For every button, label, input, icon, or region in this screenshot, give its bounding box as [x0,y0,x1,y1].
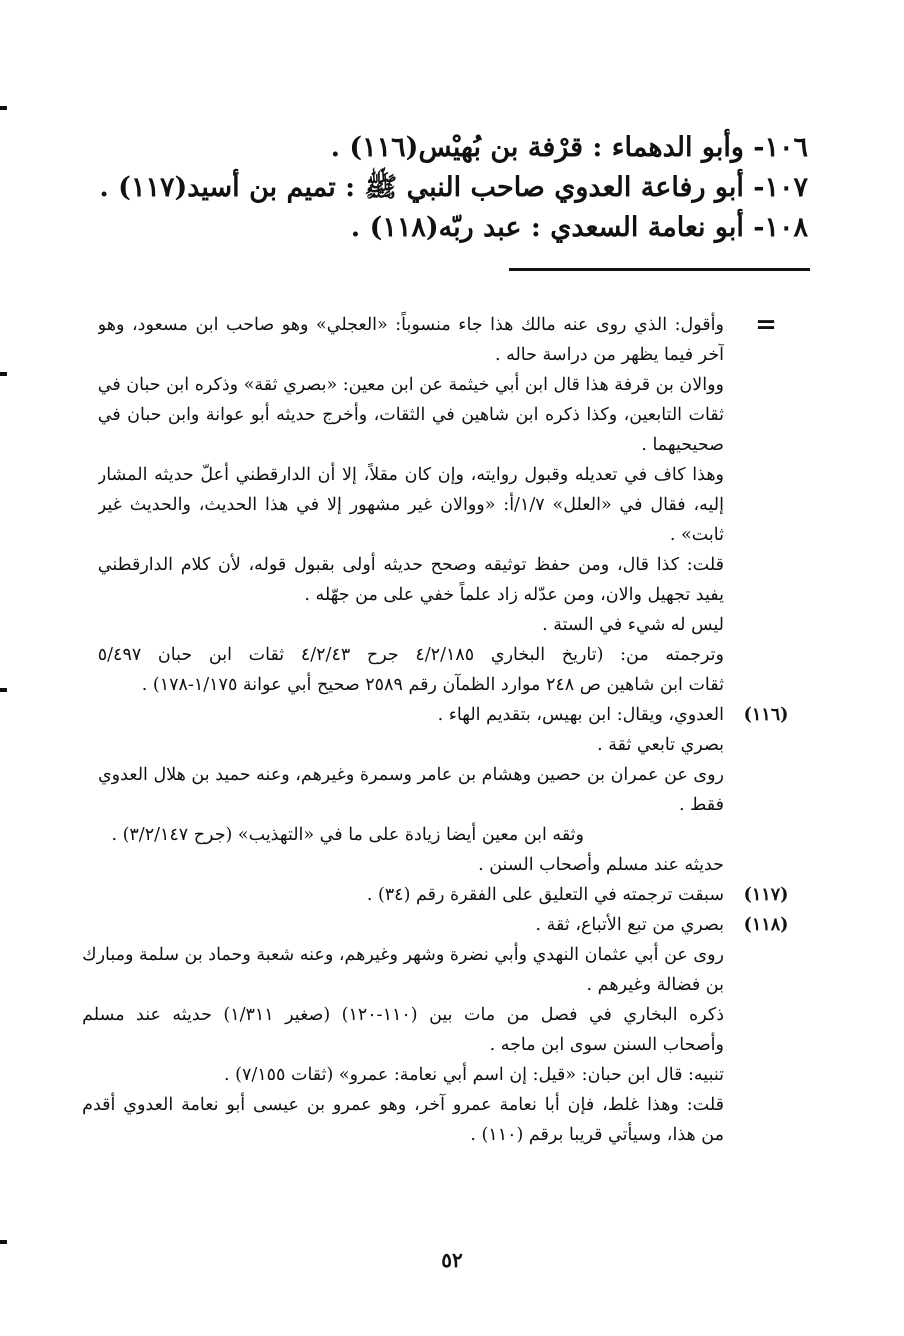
scan-edge-mark [0,1240,7,1244]
footnote-line: حديثه عند مسلم وأصحاب السنن . [478,855,724,875]
footnote-line: ليس له شيء في الستة . [542,615,724,635]
scan-edge-mark [0,372,7,376]
entry-106: ١٠٦- وأبو الدهماء : قرْفة بن بُهيْس(١١٦) . [330,132,808,163]
footnote-line: يفيد تجهيل والان، ومن عدّله زاد علماً خفي على من جهّله . [304,585,724,605]
footnote-line: آخر فيما يظهر من دراسة حاله . [494,345,724,365]
footnote-number: (١١٧) [743,885,789,905]
footnote-line: ثقات التابعين، وكذا ذكره ابن شاهين في الثقات، وأخرج حديثه أبو عوانة وابن حبان في [97,405,724,425]
footnote-line: روى عن عمران بن حصين وهشام بن عامر وسمرة وغيرهم، وعنه حميد بن هلال العدوي [97,765,724,785]
footnote-line: وثقه ابن معين أيضا زيادة على ما في «التهذيب» (جرح ٣/٢/١٤٧) . [111,825,584,845]
page-number: ٥٢ [441,1248,463,1272]
scan-edge-mark [0,688,7,692]
footnote-line: روى عن أبي عثمان النهدي وأبي نضرة وشهر وغيرهم، وعنه شعبة وحماد بن سلمة ومبارك [82,945,724,965]
footnote-line: العدوي، ويقال: ابن بهيس، بتقديم الهاء . [437,705,724,725]
footnote-body [98,700,724,880]
footnotes [82,310,808,1150]
footnote-number: (١١٦) [743,705,789,725]
footnote-line: قلت: وهذا غلط، فإن أبا نعامة عمرو آخر، وهو عمرو بن عيسى أبو نعامة العدوي أقدم [82,1095,724,1115]
footnote-line: ثابت» . [669,525,724,545]
footnote-line: من هذا، وسيأتي قريبا برقم (١١٠) . [470,1125,724,1145]
footnote-continuation [97,310,808,700]
footnote-body [108,880,724,910]
footnote-line: ثقات ابن شاهين ص ٢٤٨ موارد الظمآن رقم ٢٥٨٩ صحيح أبي عوانة ١/١٧٥-١٧٨) . [141,675,724,695]
footnote-116 [97,700,808,880]
scan-edge-mark [0,106,7,110]
footnote-line: سبقت ترجمته في التعليق على الفقرة رقم (٣٤) . [366,885,724,905]
footnote-line: ذكره البخاري في فصل من مات بين (١١٠-١٢٠) (صغير ١/٣١١) حديثه عند مسلم [82,1005,724,1025]
footnote-line: وأقول: الذي روى عنه مالك هذا جاء منسوباً: «العجلي» وهو صاحب ابن مسعود، وهو [97,315,724,335]
footnote-number: (١١٨) [743,915,789,935]
footnote-line: تنبيه: قال ابن حبان: «قيل: إن اسم أبي نعامة: عمرو» (ثقات ٧/١٥٥) . [223,1065,724,1085]
footnote-line: بصري من تبع الأتباع، ثقة . [535,915,724,935]
continuation-marker: = [755,310,777,340]
footnote-line: وترجمته من: (تاريخ البخاري ٤/٢/١٨٥ جرح ٤/٢/٤٣ ثقات ابن حبان ٥/٤٩٧ [97,645,724,665]
footnote-body [82,910,724,1150]
footnote-line: وهذا كاف في تعديله وقبول روايته، وإن كان مقلاً، إلا أن الدارقطني أعلّ حديثه المشار [97,465,724,485]
entry-108: ١٠٨- أبو نعامة السعدي : عبد ربّه(١١٨) . [350,212,808,243]
footnote-line: إليه، فقال في «العلل» ١/٧/أ: «ووالان غير مشهور إلا في هذا الحديث، والحديث غير [97,495,724,515]
footnote-line: فقط . [679,795,724,815]
footnote-117 [108,880,808,910]
footnote-line: بصري تابعي ثقة . [597,735,724,755]
footnote-body [98,310,724,700]
footnote-line: صحيحيهما . [641,435,724,455]
footnote-118 [82,910,808,1150]
footnote-separator [509,268,810,271]
footnote-line: ووالان بن قرفة هذا قال ابن أبي خيثمة عن ابن معين: «بصري ثقة» وذكره ابن حبان في [97,375,724,395]
footnote-line: وأصحاب السنن سوى ابن ماجه . [489,1035,724,1055]
footnote-line: قلت: كذا قال، ومن حفظ توثيقه وصحح حديثه أولى بقبول قوله، لأن كلام الدارقطني [97,555,724,575]
main-entries [99,128,808,248]
footnote-line: بن فضالة وغيرهم . [586,975,724,995]
entry-107: ١٠٧- أبو رفاعة العدوي صاحب النبي ﷺ : تميم بن أسيد(١١٧) . [99,172,808,203]
